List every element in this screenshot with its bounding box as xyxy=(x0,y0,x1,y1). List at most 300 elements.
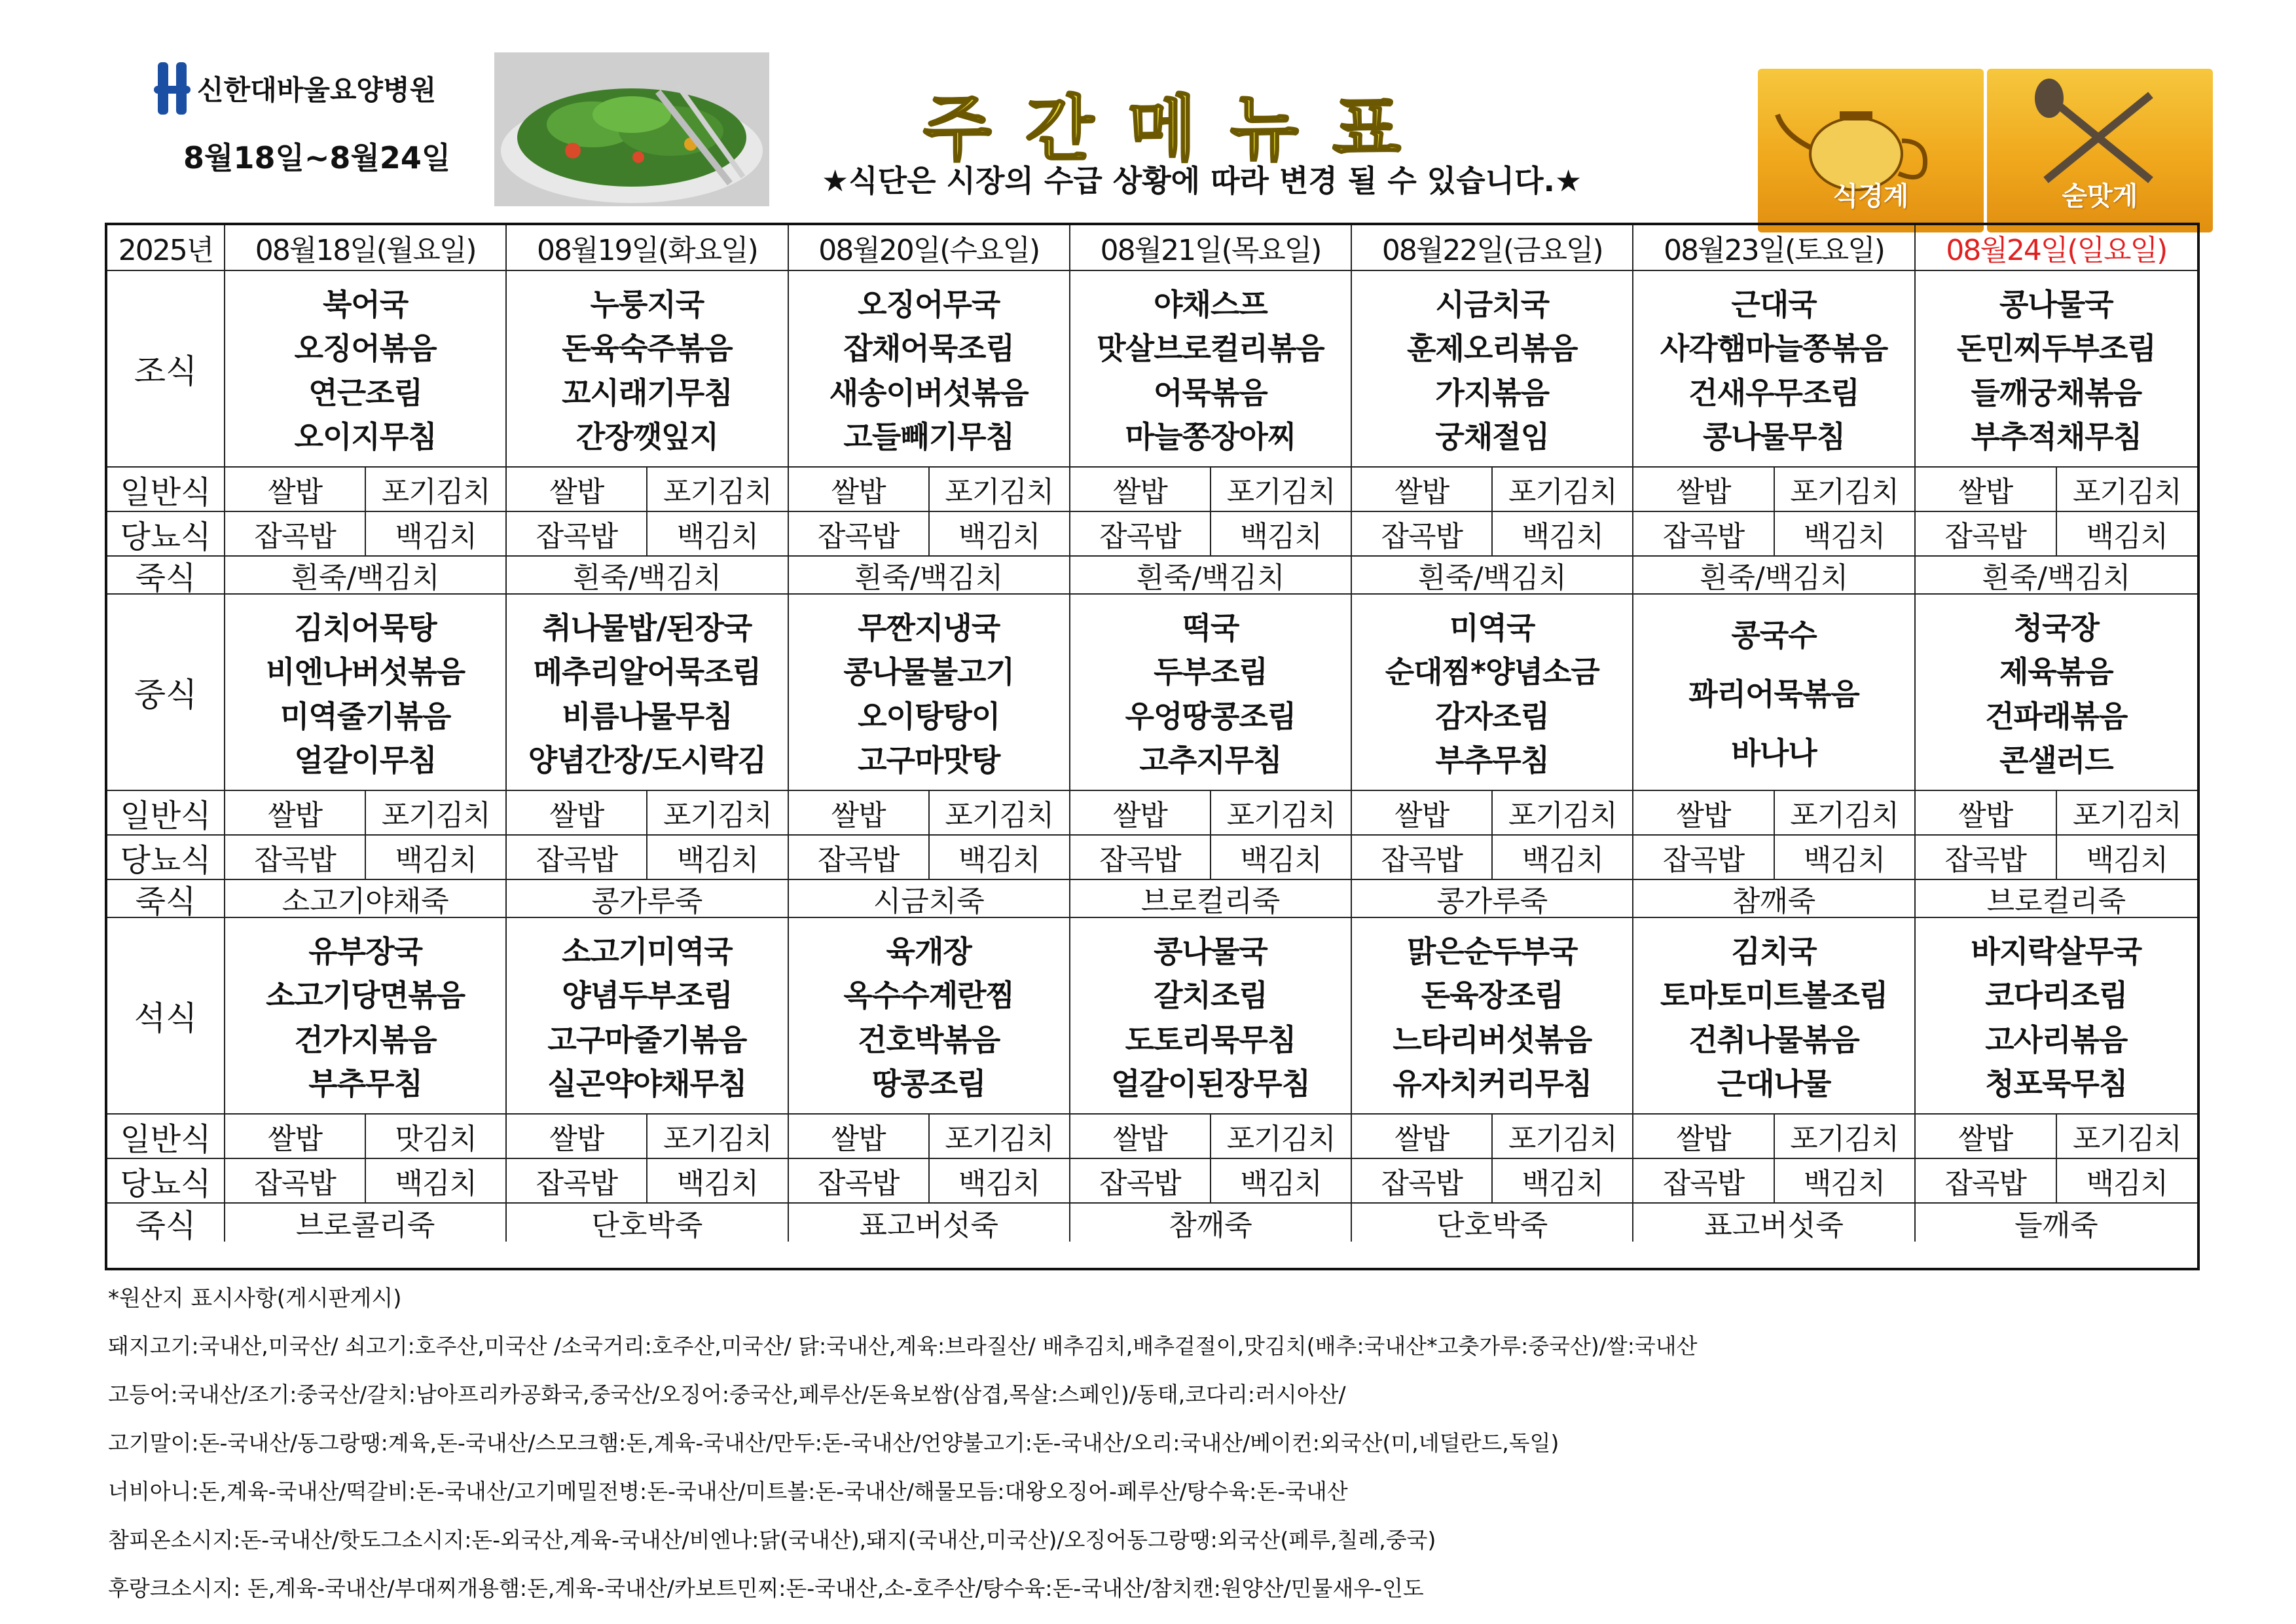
hospital-name: 신한대바울요양병원 xyxy=(197,74,437,106)
dish-item: 야채스프 xyxy=(1154,286,1267,322)
dish-item: 사각햄마늘쫑볶음 xyxy=(1660,331,1888,367)
origin-title: *원산지 표시사항(게시판게시) xyxy=(108,1285,402,1312)
diabetic-diet-cell xyxy=(1352,1159,1633,1204)
general-diet-kimchi: 포기김치 xyxy=(1508,1122,1617,1156)
meal-label: 중식 xyxy=(107,595,225,791)
general-diet-cell xyxy=(1916,468,2197,512)
diabetic-diet-rice: 잡곡밥 xyxy=(1070,1159,1211,1202)
general-diet-cell xyxy=(789,791,1070,836)
porridge-cell: 표고버섯죽 xyxy=(789,1204,1070,1242)
dish-item: 부추무침 xyxy=(308,1066,423,1102)
origin-line: 고등어:국내산/조기:중국산/갈치:남아프리카공화국,중국산/오징어:중국산,페루산/돈육보쌈(삼겹,목살:스페인)/동태,코다리:러시아산/ xyxy=(108,1382,1346,1407)
dish-item: 들깨궁채볶음 xyxy=(1971,375,2142,411)
general-diet-pair xyxy=(1916,1115,2197,1158)
diabetic-diet-rice: 잡곡밥 xyxy=(1070,512,1211,555)
general-diet-pair xyxy=(789,791,1069,834)
porridge-cell: 콩가루죽 xyxy=(507,880,788,918)
dish-list xyxy=(1070,595,1352,791)
dish-item: 제육볶음 xyxy=(1999,654,2113,690)
general-diet-pair xyxy=(1070,791,1351,834)
general-diet-pair xyxy=(1070,1115,1351,1158)
dish-item: 양념두부조림 xyxy=(562,978,733,1014)
dish-list xyxy=(1070,918,1352,1115)
general-diet-kimchi: 포기김치 xyxy=(1508,799,1617,832)
porridge-cell: 브로컬리죽 xyxy=(1070,880,1352,918)
dish-item: 오이탕탕이 xyxy=(858,698,1000,734)
general-diet-kimchi: 포기김치 xyxy=(1790,475,1899,509)
diabetic-diet-pair xyxy=(1633,836,1914,879)
general-diet-label: 일반식 xyxy=(107,791,225,836)
dish-item: 소고기당면볶음 xyxy=(266,978,465,1014)
diabetic-diet-pair xyxy=(789,1159,1069,1202)
general-diet-rice: 쌀밥 xyxy=(225,791,366,834)
diabetic-diet-cell xyxy=(507,512,788,557)
diabetic-diet-cell xyxy=(1633,836,1915,880)
general-diet-pair xyxy=(225,1115,505,1158)
dish-item: 느타리버섯볶음 xyxy=(1393,1022,1592,1058)
dish-item: 고추지무침 xyxy=(1139,743,1282,779)
dish-item: 떡국 xyxy=(1182,610,1239,646)
dish-item: 오징어볶음 xyxy=(294,331,437,367)
dish-item: 돈민찌두부조림 xyxy=(1956,331,2156,367)
general-diet-label: 일반식 xyxy=(107,1115,225,1159)
diabetic-diet-kimchi: 백김치 xyxy=(958,1167,1040,1200)
dish-item: 땅콩조림 xyxy=(871,1066,986,1102)
origin-line: 후랑크소시지: 돈,계육-국내산/부대찌개용햄:돈,계육-국내산/카보트민찌:돈-국내산,소-호주산/탕수육:돈-국내산/참치캔:원양산/민물새우-인도 xyxy=(108,1576,1424,1601)
dish-item: 꼬시래기무침 xyxy=(562,375,733,411)
general-diet-kimchi: 포기김치 xyxy=(1790,1122,1899,1156)
diabetic-diet-kimchi: 백김치 xyxy=(1240,1167,1322,1200)
diabetic-diet-kimchi: 백김치 xyxy=(2086,1167,2168,1200)
general-diet-cell xyxy=(1633,1115,1915,1159)
dish-list xyxy=(507,918,788,1115)
dish-item: 마늘쫑장아찌 xyxy=(1125,419,1296,455)
weekly-menu-table xyxy=(105,223,2200,1270)
day-header: 08월24일(일요일) xyxy=(1916,225,2197,271)
porridge-cell: 표고버섯죽 xyxy=(1633,1204,1915,1242)
diabetic-diet-cell xyxy=(1916,512,2197,557)
general-diet-kimchi: 포기김치 xyxy=(381,475,490,509)
dish-item: 무짠지냉국 xyxy=(858,610,1000,646)
general-diet-pair xyxy=(1070,468,1351,511)
dish-item: 콘샐러드 xyxy=(1999,743,2113,779)
diabetic-diet-pair xyxy=(1916,1159,2197,1202)
general-diet-cell xyxy=(1352,468,1633,512)
general-diet-rice: 쌀밥 xyxy=(507,468,647,511)
day-header: 08월23일(토요일) xyxy=(1633,225,1915,271)
diabetic-diet-rice: 잡곡밥 xyxy=(789,512,930,555)
deco-caption-2: 숟맛게 xyxy=(2062,181,2138,212)
general-diet-kimchi: 포기김치 xyxy=(1508,475,1617,509)
dish-item: 바나나 xyxy=(1731,735,1817,771)
diabetic-diet-cell xyxy=(1352,836,1633,880)
diabetic-diet-label: 당뇨식 xyxy=(107,1159,225,1204)
porridge-cell: 흰죽/백김치 xyxy=(1352,557,1633,595)
general-diet-label: 일반식 xyxy=(107,468,225,512)
general-diet-cell xyxy=(1916,1115,2197,1159)
diabetic-diet-cell xyxy=(789,836,1070,880)
porridge-label: 죽식 xyxy=(107,880,225,918)
diabetic-diet-rice: 잡곡밥 xyxy=(789,836,930,879)
dish-list xyxy=(789,595,1070,791)
diabetic-diet-cell xyxy=(1633,512,1915,557)
dish-list xyxy=(1633,595,1915,791)
diabetic-diet-cell xyxy=(225,836,507,880)
dish-list xyxy=(1633,271,1915,468)
diabetic-diet-rice: 잡곡밥 xyxy=(225,836,366,879)
diabetic-diet-pair xyxy=(225,512,505,555)
diabetic-diet-kimchi: 백김치 xyxy=(676,520,759,553)
dish-item: 고들빼기무침 xyxy=(843,419,1015,455)
porridge-cell: 단호박죽 xyxy=(507,1204,788,1242)
diabetic-diet-kimchi: 백김치 xyxy=(2086,520,2168,553)
general-diet-kimchi: 포기김치 xyxy=(945,475,1054,509)
diabetic-diet-cell xyxy=(1633,1159,1915,1204)
general-diet-cell xyxy=(1916,791,2197,836)
dish-item: 건호박볶음 xyxy=(858,1022,1000,1058)
general-diet-kimchi: 포기김치 xyxy=(1226,1122,1336,1156)
meal-label: 조식 xyxy=(107,271,225,468)
dish-list xyxy=(1070,271,1352,468)
general-diet-kimchi: 맛김치 xyxy=(395,1122,477,1156)
general-diet-kimchi: 포기김치 xyxy=(663,1122,772,1156)
diabetic-diet-pair xyxy=(1070,512,1351,555)
dish-item: 새송이버섯볶음 xyxy=(829,375,1029,411)
diabetic-diet-pair xyxy=(1070,1159,1351,1202)
porridge-cell: 흰죽/백김치 xyxy=(507,557,788,595)
diabetic-diet-cell xyxy=(225,512,507,557)
dish-list xyxy=(789,918,1070,1115)
diabetic-diet-pair xyxy=(1633,512,1914,555)
dish-item: 고사리볶음 xyxy=(1985,1022,2128,1058)
general-diet-pair xyxy=(789,1115,1069,1158)
general-diet-rice: 쌀밥 xyxy=(225,1115,366,1158)
dish-item: 청국장 xyxy=(2013,610,2099,646)
general-diet-cell xyxy=(507,468,788,512)
general-diet-rice: 쌀밥 xyxy=(789,468,930,511)
general-diet-pair xyxy=(789,468,1069,511)
general-diet-rice: 쌀밥 xyxy=(507,1115,647,1158)
diabetic-diet-label: 당뇨식 xyxy=(107,836,225,880)
general-diet-kimchi: 포기김치 xyxy=(945,1122,1054,1156)
dish-list xyxy=(1352,595,1633,791)
general-diet-cell xyxy=(789,1115,1070,1159)
day-header: 08월21일(목요일) xyxy=(1070,225,1352,271)
dish-list xyxy=(225,271,507,468)
diabetic-diet-pair xyxy=(789,836,1069,879)
origin-line: 너비아니:돈,계육-국내산/떡갈비:돈-국내산/고기메밀전병:돈-국내산/미트볼:돈-국내산/해물모듬:대왕오징어-페루산/탕수육:돈-국내산 xyxy=(108,1479,1348,1504)
general-diet-cell xyxy=(1633,791,1915,836)
hospital-logo-icon xyxy=(154,62,193,115)
diabetic-diet-pair xyxy=(1633,1159,1914,1202)
diabetic-diet-pair xyxy=(789,512,1069,555)
diabetic-diet-pair xyxy=(1916,512,2197,555)
general-diet-cell xyxy=(507,1115,788,1159)
diabetic-diet-kimchi: 백김치 xyxy=(395,843,477,877)
diabetic-diet-rice: 잡곡밥 xyxy=(507,512,647,555)
diabetic-diet-pair xyxy=(225,1159,505,1202)
general-diet-kimchi: 포기김치 xyxy=(1226,799,1336,832)
dish-item: 유부장국 xyxy=(308,933,423,969)
general-diet-cell xyxy=(789,468,1070,512)
porridge-cell: 브로콜리죽 xyxy=(225,1204,507,1242)
diabetic-diet-kimchi: 백김치 xyxy=(1803,520,1886,553)
diabetic-diet-cell xyxy=(1352,512,1633,557)
dish-item: 가지볶음 xyxy=(1435,375,1550,411)
diabetic-diet-cell xyxy=(1916,836,2197,880)
general-diet-rice: 쌀밥 xyxy=(789,791,930,834)
general-diet-kimchi: 포기김치 xyxy=(1790,799,1899,832)
diabetic-diet-cell xyxy=(789,1159,1070,1204)
dish-list xyxy=(1916,595,2197,791)
dish-list xyxy=(1352,271,1633,468)
general-diet-rice: 쌀밥 xyxy=(1916,791,2057,834)
general-diet-kimchi: 포기김치 xyxy=(381,799,490,832)
dish-list xyxy=(225,918,507,1115)
porridge-cell: 들깨죽 xyxy=(2014,1209,2098,1242)
diabetic-diet-label: 당뇨식 xyxy=(107,512,225,557)
dish-item: 훈제오리볶음 xyxy=(1406,331,1578,367)
general-diet-pair xyxy=(1633,791,1914,834)
general-diet-kimchi: 포기김치 xyxy=(1226,475,1336,509)
diabetic-diet-kimchi: 백김치 xyxy=(1240,843,1322,877)
general-diet-pair xyxy=(507,1115,787,1158)
general-diet-rice: 쌀밥 xyxy=(507,791,647,834)
general-diet-kimchi: 포기김치 xyxy=(945,799,1054,832)
dish-item: 부추적채무침 xyxy=(1971,419,2142,455)
dish-item: 돈육장조림 xyxy=(1421,978,1563,1014)
dish-item: 콩나물국 xyxy=(1999,286,2113,322)
dish-item: 콩나물불고기 xyxy=(843,654,1015,690)
dish-item: 얼갈이된장무침 xyxy=(1110,1066,1311,1102)
porridge-cell: 흰죽/백김치 xyxy=(1916,557,2197,595)
porridge-cell: 소고기야채죽 xyxy=(225,880,507,918)
diabetic-diet-rice: 잡곡밥 xyxy=(507,836,647,879)
dish-list xyxy=(507,595,788,791)
general-diet-pair xyxy=(225,468,505,511)
day-header: 08월19일(화요일) xyxy=(507,225,788,271)
origin-line: 돼지고기:국내산,미국산/ 쇠고기:호주산,미국산 /소국거리:호주산,미국산/ 닭:국내산,계육:브라질산/ 배추김치,배추겉절이,맛김치(배추:국내산*고춧가루:중국산)/쌀:국내산 xyxy=(108,1333,1698,1359)
dish-item: 유자치커리무침 xyxy=(1393,1066,1592,1102)
origin-line: 고기말이:돈-국내산/동그랑땡:계육,돈-국내산/스모크햄:돈,계육-국내산/만두:돈-국내산/언양불고기:돈-국내산/오리:국내산/베이컨:외국산(미,네덜란드,독일) xyxy=(108,1430,1559,1456)
dish-item: 콩국수 xyxy=(1731,618,1817,653)
dish-item: 얼갈이무침 xyxy=(294,743,437,779)
diabetic-diet-rice: 잡곡밥 xyxy=(1916,1159,2057,1202)
dish-item: 북어국 xyxy=(322,286,409,322)
dish-item: 감자조림 xyxy=(1435,698,1550,734)
diabetic-diet-cell xyxy=(789,512,1070,557)
diabetic-diet-rice: 잡곡밥 xyxy=(1633,836,1774,879)
dish-item: 순대찜*양념소금 xyxy=(1385,654,1599,690)
dish-item: 토마토미트볼조림 xyxy=(1660,978,1888,1014)
diabetic-diet-pair xyxy=(507,836,787,879)
dish-item: 옥수수계란찜 xyxy=(843,978,1015,1014)
diabetic-diet-kimchi: 백김치 xyxy=(395,1167,477,1200)
diabetic-diet-rice: 잡곡밥 xyxy=(225,1159,366,1202)
diabetic-diet-pair xyxy=(225,836,505,879)
diabetic-diet-kimchi: 백김치 xyxy=(1803,843,1886,877)
dish-item: 연근조림 xyxy=(308,375,423,411)
dish-item: 도토리묵무침 xyxy=(1125,1022,1296,1058)
diabetic-diet-rice: 잡곡밥 xyxy=(1633,512,1774,555)
diabetic-diet-rice: 잡곡밥 xyxy=(1070,836,1211,879)
dish-list xyxy=(507,271,788,468)
dish-item: 잡채어묵조림 xyxy=(843,331,1015,367)
diabetic-diet-cell xyxy=(1916,1159,2197,1204)
dish-item: 건가지볶음 xyxy=(294,1022,437,1058)
dish-item: 김치국 xyxy=(1731,933,1817,969)
porridge-label: 죽식 xyxy=(107,1204,225,1242)
dish-item: 건새우무조림 xyxy=(1688,375,1859,411)
general-diet-kimchi: 포기김치 xyxy=(2072,799,2181,832)
general-diet-cell xyxy=(1070,1115,1352,1159)
year-label: 2025년 xyxy=(107,225,225,271)
general-diet-pair xyxy=(507,791,787,834)
diabetic-diet-rice: 잡곡밥 xyxy=(1352,836,1493,879)
deco-caption-1: 식경계 xyxy=(1832,181,1909,212)
dish-item: 시금치국 xyxy=(1435,286,1550,322)
general-diet-cell xyxy=(225,468,507,512)
porridge-cell: 시금치죽 xyxy=(789,880,1070,918)
general-diet-pair xyxy=(1633,1115,1914,1158)
hospital-logo xyxy=(154,62,436,115)
diabetic-diet-pair xyxy=(1352,512,1632,555)
general-diet-rice: 쌀밥 xyxy=(1070,468,1211,511)
general-diet-cell xyxy=(1070,468,1352,512)
dish-item: 두부조림 xyxy=(1154,654,1267,690)
supply-notice: ★식단은 시장의 수급 상황에 따라 변경 될 수 있습니다.★ xyxy=(822,163,1582,198)
diabetic-diet-pair xyxy=(1916,836,2197,879)
diabetic-diet-rice: 잡곡밥 xyxy=(789,1159,930,1202)
general-diet-kimchi: 포기김치 xyxy=(663,799,772,832)
dish-list xyxy=(1916,918,2197,1115)
dish-item: 콩나물국 xyxy=(1154,933,1267,969)
general-diet-pair xyxy=(507,468,787,511)
general-diet-cell xyxy=(1352,791,1633,836)
dish-item: 고구마맛탕 xyxy=(858,743,1000,779)
dish-list xyxy=(1352,918,1633,1115)
porridge-cell: 흰죽/백김치 xyxy=(1633,557,1915,595)
dish-item: 궁채절임 xyxy=(1435,419,1550,455)
origin-line: 참피온소시지:돈-국내산/핫도그소시지:돈-외국산,계육-국내산/비엔나:닭(국내산),돼지(국내산,미국산)/오징어동그랑땡:외국산(페루,칠레,중국) xyxy=(108,1527,1436,1553)
dish-item: 건파래볶음 xyxy=(1985,698,2128,734)
general-diet-pair xyxy=(1916,468,2197,511)
diabetic-diet-pair xyxy=(1352,836,1632,879)
general-diet-rice: 쌀밥 xyxy=(1070,1115,1211,1158)
dish-item: 미역줄기볶음 xyxy=(280,698,451,734)
dish-item: 비름나물무침 xyxy=(562,698,733,734)
diabetic-diet-kimchi: 백김치 xyxy=(1522,1167,1604,1200)
dish-item: 돈육숙주볶음 xyxy=(562,331,733,367)
diabetic-diet-pair xyxy=(507,512,787,555)
dish-item: 부추무침 xyxy=(1435,743,1550,779)
dish-list xyxy=(1916,271,2197,468)
general-diet-pair xyxy=(1633,468,1914,511)
diabetic-diet-kimchi: 백김치 xyxy=(1522,520,1604,553)
general-diet-cell xyxy=(1352,1115,1633,1159)
dish-item: 김치어묵탕 xyxy=(294,610,437,646)
general-diet-pair xyxy=(225,791,505,834)
diabetic-diet-cell xyxy=(507,836,788,880)
diabetic-diet-kimchi: 백김치 xyxy=(1240,520,1322,553)
diabetic-diet-rice: 잡곡밥 xyxy=(1352,512,1493,555)
general-diet-cell xyxy=(507,791,788,836)
porridge-cell: 흰죽/백김치 xyxy=(225,557,507,595)
general-diet-cell xyxy=(225,791,507,836)
porridge-cell: 흰죽/백김치 xyxy=(789,557,1070,595)
dish-item: 근대국 xyxy=(1731,286,1817,322)
dish-item: 어묵볶음 xyxy=(1154,375,1267,411)
dish-item: 메추리알어묵조림 xyxy=(533,654,761,690)
utensils-decoration xyxy=(1987,69,2213,232)
diabetic-diet-rice: 잡곡밥 xyxy=(1916,512,2057,555)
general-diet-pair xyxy=(1916,791,2197,834)
dish-item: 오징어무국 xyxy=(858,286,1000,322)
general-diet-rice: 쌀밥 xyxy=(1916,1115,2057,1158)
dish-list xyxy=(1633,918,1915,1115)
general-diet-rice: 쌀밥 xyxy=(1916,468,2057,511)
diabetic-diet-rice: 잡곡밥 xyxy=(1633,1159,1774,1202)
diabetic-diet-cell xyxy=(225,1159,507,1204)
general-diet-cell xyxy=(1633,468,1915,512)
general-diet-pair xyxy=(1352,791,1632,834)
dish-item: 육개장 xyxy=(886,933,972,969)
diabetic-diet-kimchi: 백김치 xyxy=(1803,1167,1886,1200)
porridge-cell: 콩가루죽 xyxy=(1352,880,1633,918)
origin-notes xyxy=(108,1280,2236,1620)
general-diet-kimchi: 포기김치 xyxy=(2072,1122,2181,1156)
diabetic-diet-kimchi: 백김치 xyxy=(958,843,1040,877)
diabetic-diet-kimchi: 백김치 xyxy=(395,520,477,553)
dish-item: 실곤약야채무침 xyxy=(547,1066,747,1102)
diabetic-diet-rice: 잡곡밥 xyxy=(225,512,366,555)
general-diet-rice: 쌀밥 xyxy=(1352,468,1493,511)
porridge-cell: 브로컬리죽 xyxy=(1916,880,2197,918)
date-range: 8월18일~8월24일 xyxy=(183,140,451,175)
general-diet-cell xyxy=(1070,791,1352,836)
dish-item: 건취나물볶음 xyxy=(1688,1022,1859,1058)
dish-item: 바지락살무국 xyxy=(1971,933,2142,969)
porridge-cell: 흰죽/백김치 xyxy=(1070,557,1352,595)
general-diet-rice: 쌀밥 xyxy=(1352,791,1493,834)
dish-item: 누룽지국 xyxy=(590,286,704,322)
diabetic-diet-pair xyxy=(507,1159,787,1202)
porridge-cell: 참깨죽 xyxy=(1070,1204,1352,1242)
diabetic-diet-kimchi: 백김치 xyxy=(1522,843,1604,877)
dish-item: 비엔나버섯볶음 xyxy=(266,654,465,690)
dish-item: 맑은순두부국 xyxy=(1406,933,1578,969)
diabetic-diet-kimchi: 백김치 xyxy=(676,1167,759,1200)
general-diet-pair xyxy=(1352,1115,1632,1158)
dish-item: 꽈리어묵볶음 xyxy=(1688,676,1859,712)
dish-item: 소고기미역국 xyxy=(562,933,733,969)
porridge-cell: 단호박죽 xyxy=(1352,1204,1633,1242)
dish-item: 간장깻잎지 xyxy=(575,419,719,455)
diabetic-diet-pair xyxy=(1352,1159,1632,1202)
diabetic-diet-pair xyxy=(1070,836,1351,879)
general-diet-pair xyxy=(1352,468,1632,511)
dish-list xyxy=(225,595,507,791)
general-diet-rice: 쌀밥 xyxy=(1352,1115,1493,1158)
dish-item: 오이지무침 xyxy=(294,419,437,455)
dish-item: 맛살브로컬리볶음 xyxy=(1097,331,1324,367)
general-diet-rice: 쌀밥 xyxy=(1070,791,1211,834)
general-diet-rice: 쌀밥 xyxy=(1633,1115,1774,1158)
day-header: 08월22일(금요일) xyxy=(1352,225,1633,271)
diabetic-diet-cell xyxy=(1070,512,1352,557)
dish-item: 갈치조림 xyxy=(1154,978,1267,1014)
general-diet-kimchi: 포기김치 xyxy=(2072,475,2181,509)
